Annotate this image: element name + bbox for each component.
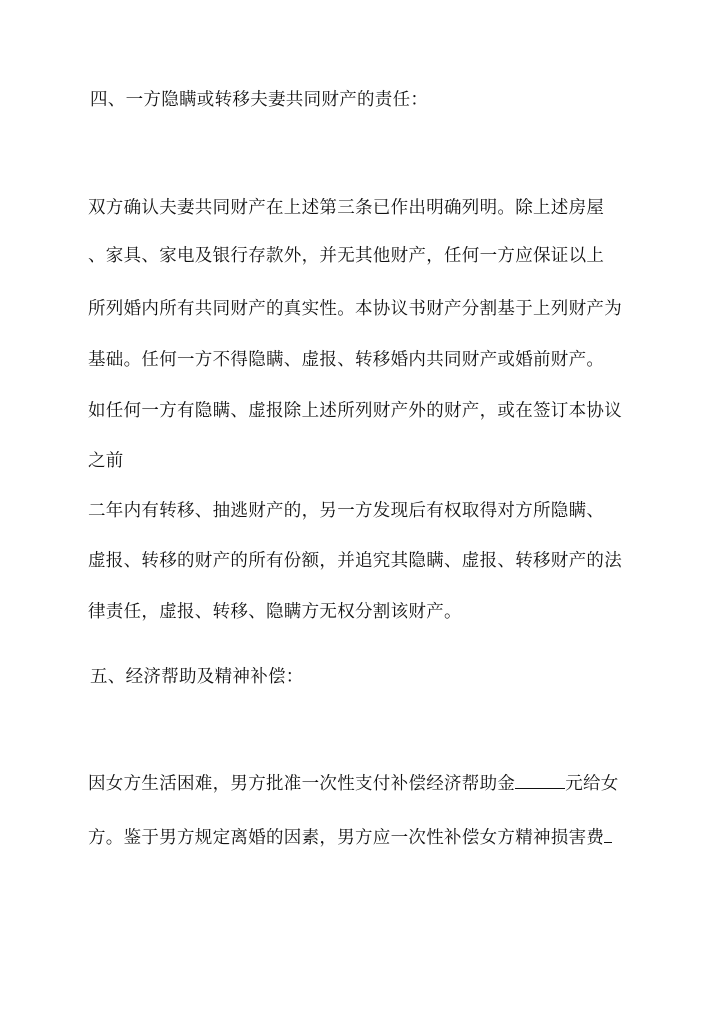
paragraph-line: 如任何一方有隐瞒、虚报除上述所列财产外的财产，或在签订本协议 (88, 401, 622, 421)
amount-blank (515, 772, 565, 789)
section-5-heading: 五、经济帮助及精神补偿： (90, 667, 304, 687)
paragraph-line: 之前 (88, 451, 124, 471)
compensation-text-before: 因女方生活困难，男方批准一次性支付补偿经济帮助金 (88, 774, 516, 794)
mental-damage-line (88, 826, 612, 850)
paragraph-line: 双方确认夫妻共同财产在上述第三条已作出明确列明。除上述房屋 (88, 198, 605, 218)
compensation-text-after: 元给女 (565, 774, 619, 794)
paragraph-line: 所列婚内所有共同财产的真实性。本协议书财产分割基于上列财产为 (88, 299, 622, 319)
paragraph-line: 基础。任何一方不得隐瞒、虚报、转移婚内共同财产或婚前财产。 (88, 350, 605, 370)
paragraph-line: 虚报、转移的财产的所有份额，并追究其隐瞒、虚报、转移财产的法 (88, 551, 622, 571)
amount-blank (604, 826, 612, 843)
paragraph-line: 、家具、家电及银行存款外，并无其他财产，任何一方应保证以上 (88, 246, 605, 266)
paragraph-line: 二年内有转移、抽逃财产的，另一方发现后有权取得对方所隐瞒、 (88, 501, 605, 521)
mental-damage-text: 方。鉴于男方规定离婚的因素，男方应一次性补偿女方精神损害费 (88, 828, 605, 848)
section-4-heading: 四、一方隐瞒或转移夫妻共同财产的责任： (90, 90, 429, 110)
compensation-line (88, 772, 619, 796)
paragraph-line: 律责任，虚报、转移、隐瞒方无权分割该财产。 (88, 602, 462, 622)
